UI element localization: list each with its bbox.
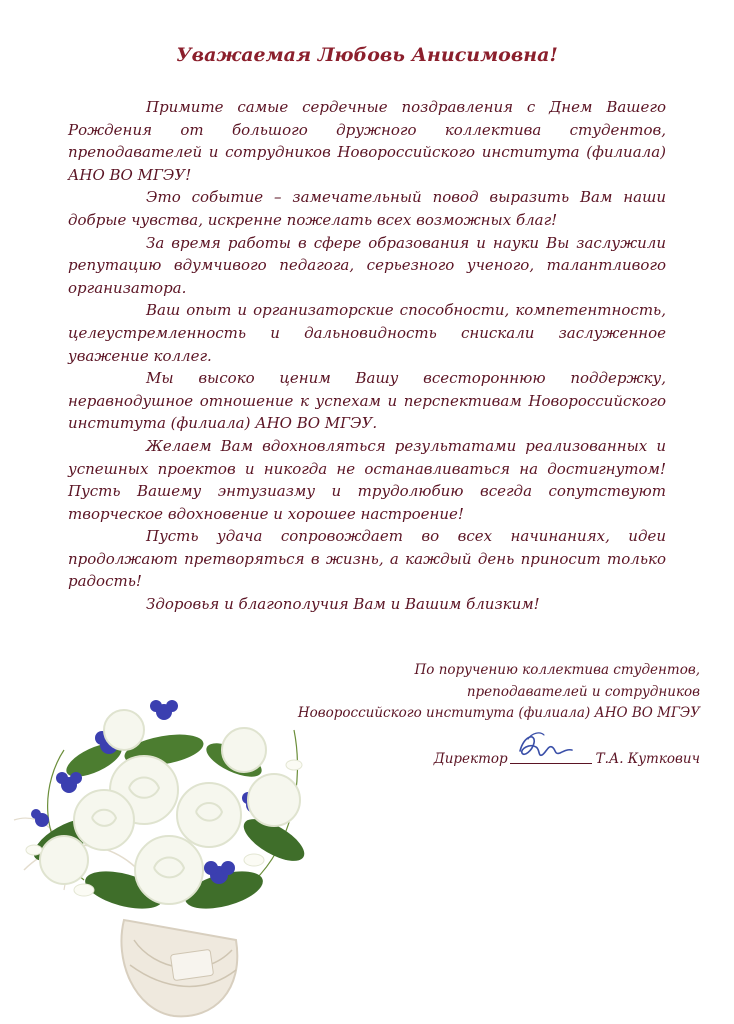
paragraph: Пусть удача сопровождает во всех начинаниях, идеи продолжают претворяться в жизнь, а каждый день приносит только радость! <box>68 527 666 591</box>
bouquet-icon <box>4 690 334 1020</box>
paragraph: Ваш опыт и организаторские способности, компетентность, целеустремленность и дальновидность снискали заслуженное уважение коллег. <box>68 301 666 365</box>
paragraph: Желаем Вам вдохновляться результатами реализованных и успешных проектов и никогда не останавливаться на достигнутом! Пусть Вашему энтузиазму и трудолюбию всегда сопутствуют творческое вдохновение и хорошее настроение! <box>68 436 666 523</box>
paragraph: Здоровья и благополучия Вам и Вашим близким! <box>146 595 540 614</box>
closing-line: Новороссийского института (филиала) АНО ВО МГЭУ <box>297 705 700 721</box>
paragraph: Мы высоко ценим Вашу всестороннюю поддержку, неравнодушное отношение к успехам и перспективам Новороссийского института (филиала) АНО ВО МГЭУ. <box>68 369 666 433</box>
signature-icon <box>514 729 574 765</box>
signer-name: Т.А. Куткович <box>595 751 700 767</box>
closing-line: По поручению коллектива студентов, <box>414 662 700 678</box>
closing-line: преподавателей и сотрудников <box>466 683 700 700</box>
signer-title: Директор <box>433 751 508 767</box>
signature-row <box>434 747 700 767</box>
signature-line <box>510 747 592 764</box>
greeting-heading: Уважаемая Любовь Анисимовна! <box>176 44 558 66</box>
letter-body <box>68 96 666 616</box>
paragraph: Это событие – замечательный повод выразить Вам наши добрые чувства, искренне пожелать всех возможных благ! <box>68 188 666 229</box>
paragraph: Примите самые сердечные поздравления с Днем Вашего Рождения от большого дружного коллектива студентов, преподавателей и сотрудников Новороссийского института (филиала) АНО ВО МГЭУ! <box>68 98 666 184</box>
paragraph: За время работы в сфере образования и науки Вы заслужили репутацию вдумчивого педагога, серьезного ученого, талантливого организатора. <box>68 233 666 297</box>
